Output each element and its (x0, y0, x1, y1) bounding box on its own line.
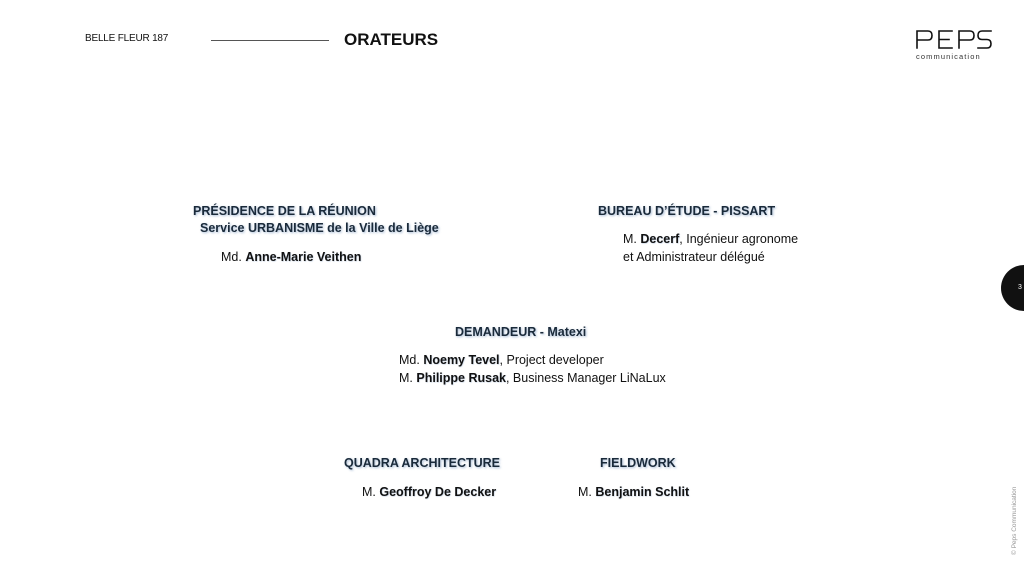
copyright-notice: © Peps Communication (1011, 486, 1018, 555)
speaker-name: Geoffroy De Decker (379, 485, 497, 499)
speaker-de-decker (362, 485, 496, 499)
page-number-tab (1001, 265, 1024, 311)
speaker-decerf-role-continued (623, 250, 765, 264)
speaker-role: et Administrateur délégué (623, 250, 765, 264)
speaker-prefix: M. (623, 232, 637, 246)
section-heading-bureau-etude: BUREAU D’ÉTUDE - PISSART (598, 204, 776, 218)
speaker-veithen (221, 250, 361, 264)
speaker-name: Philippe Rusak (416, 371, 506, 385)
speaker-schlit (578, 485, 689, 499)
header-divider (211, 40, 329, 41)
section-heading-quadra: QUADRA ARCHITECTURE (344, 456, 501, 470)
speaker-prefix: Md. (221, 250, 242, 264)
section-subheading-urbanisme: Service URBANISME de la Ville de Liège (200, 221, 439, 235)
section-heading-fieldwork: FIELDWORK (600, 456, 676, 470)
speaker-name: Anne-Marie Veithen (245, 250, 362, 264)
section-heading-presidence: PRÉSIDENCE DE LA RÉUNION (193, 204, 376, 218)
page-number: 3 (1018, 284, 1022, 291)
speaker-name: Noemy Tevel (423, 353, 500, 367)
speaker-prefix: Md. (399, 353, 420, 367)
speaker-prefix: M. (578, 485, 592, 499)
speaker-rusak (399, 371, 666, 385)
speaker-role: , Business Manager LiNaLux (505, 371, 666, 385)
speaker-prefix: M. (399, 371, 413, 385)
speaker-role: , Project developer (499, 353, 604, 367)
logo-subtitle: communication (916, 52, 981, 61)
speaker-prefix: M. (362, 485, 376, 499)
speaker-decerf (623, 232, 798, 246)
speaker-role: , Ingénieur agronome (679, 232, 799, 246)
project-name: BELLE FLEUR 187 (85, 33, 169, 44)
section-heading-demandeur: DEMANDEUR - Matexi (455, 325, 587, 339)
speaker-name: Benjamin Schlit (595, 485, 690, 499)
page-title: ORATEURS (344, 30, 439, 49)
speaker-tevel (399, 353, 604, 367)
speaker-name: Decerf (640, 232, 680, 246)
